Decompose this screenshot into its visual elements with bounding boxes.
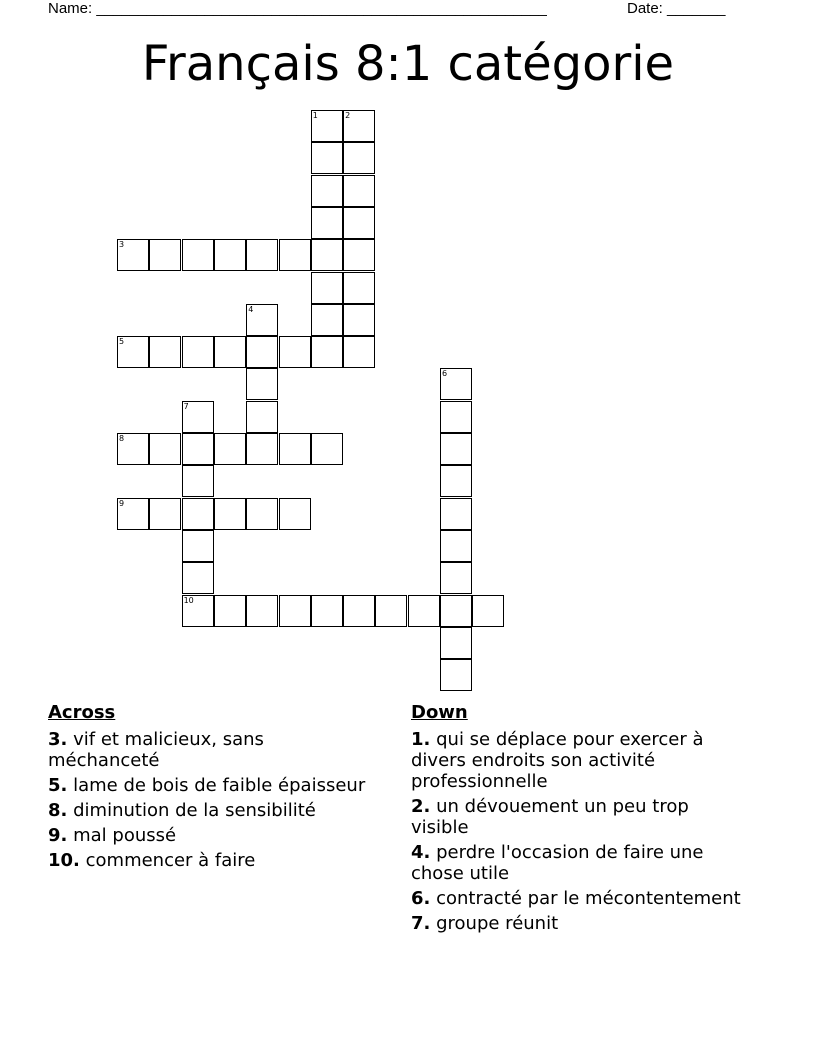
- clue-number: 4.: [411, 842, 431, 863]
- grid-cell[interactable]: [311, 433, 343, 465]
- grid-cell[interactable]: [311, 207, 343, 239]
- grid-cell[interactable]: [343, 110, 375, 142]
- clue-text: un dévouement un peu trop visible: [411, 796, 689, 838]
- grid-cell[interactable]: [149, 433, 181, 465]
- grid-cell[interactable]: [182, 401, 214, 433]
- cell-number: 10: [183, 595, 194, 605]
- clue-number: 10.: [48, 850, 80, 871]
- grid-cell[interactable]: [343, 272, 375, 304]
- clue-text: qui se déplace pour exercer à divers endroits son activité professionnelle: [411, 729, 704, 792]
- grid-cell[interactable]: [279, 498, 311, 530]
- grid-cell[interactable]: [246, 433, 278, 465]
- clue-text: vif et malicieux, sans méchanceté: [48, 729, 264, 771]
- grid-cell[interactable]: [440, 627, 472, 659]
- clue-down-2: [411, 796, 751, 838]
- clue-down-1: [411, 729, 751, 792]
- clue-across-8: [48, 800, 368, 821]
- grid-cell[interactable]: [246, 239, 278, 271]
- grid-cell[interactable]: [440, 433, 472, 465]
- clue-number: 9.: [48, 825, 68, 846]
- cell-number: 7: [183, 401, 189, 411]
- grid-cell[interactable]: [117, 239, 149, 271]
- clue-down-4: [411, 842, 751, 884]
- grid-cell[interactable]: [182, 498, 214, 530]
- grid-cell[interactable]: [182, 530, 214, 562]
- clue-down-6: [411, 888, 751, 909]
- grid-cell[interactable]: [279, 336, 311, 368]
- clue-number: 3.: [48, 729, 68, 750]
- grid-cell[interactable]: [311, 142, 343, 174]
- grid-cell[interactable]: [279, 239, 311, 271]
- page-title: Français 8:1 catégorie: [141, 36, 675, 92]
- grid-cell[interactable]: [311, 272, 343, 304]
- grid-cell[interactable]: [182, 465, 214, 497]
- grid-cell[interactable]: [343, 175, 375, 207]
- grid-cell[interactable]: [311, 175, 343, 207]
- cell-number: 5: [119, 337, 125, 347]
- grid-cell[interactable]: [182, 239, 214, 271]
- across-heading: Across: [48, 702, 116, 723]
- clue-text: contracté par le mécontentement: [436, 888, 741, 909]
- grid-cell[interactable]: [343, 207, 375, 239]
- clue-text: perdre l'occasion de faire une chose utile: [411, 842, 704, 884]
- clue-text: diminution de la sensibilité: [73, 800, 316, 821]
- grid-cell[interactable]: [311, 239, 343, 271]
- grid-cell[interactable]: [117, 336, 149, 368]
- grid-cell[interactable]: [440, 562, 472, 594]
- clue-number: 5.: [48, 775, 68, 796]
- cell-number: 6: [442, 369, 448, 379]
- date-field-label[interactable]: Date: _______: [627, 0, 726, 17]
- clue-number: 6.: [411, 888, 431, 909]
- grid-cell[interactable]: [182, 562, 214, 594]
- grid-cell[interactable]: [182, 336, 214, 368]
- grid-cell[interactable]: [440, 530, 472, 562]
- down-heading: Down: [411, 702, 468, 723]
- name-field-label[interactable]: Name: ______________________________________________________: [48, 0, 547, 17]
- across-clues: [48, 702, 368, 875]
- grid-cell[interactable]: [311, 304, 343, 336]
- cell-number: 8: [119, 434, 125, 443]
- clue-text: lame de bois de faible épaisseur: [73, 775, 366, 796]
- grid-cell[interactable]: [246, 304, 278, 336]
- clue-across-5: [48, 775, 368, 796]
- clue-number: 2.: [411, 796, 431, 817]
- grid-cell[interactable]: [149, 239, 181, 271]
- grid-cell[interactable]: [343, 304, 375, 336]
- grid-cell[interactable]: [311, 110, 343, 142]
- grid-cell[interactable]: [472, 595, 504, 627]
- clue-text: groupe réunit: [436, 913, 559, 934]
- cell-number: 4: [248, 304, 254, 314]
- grid-cell[interactable]: [149, 498, 181, 530]
- grid-cell[interactable]: [343, 336, 375, 368]
- grid-cell[interactable]: [182, 595, 214, 627]
- grid-cell[interactable]: [246, 498, 278, 530]
- grid-cell[interactable]: [214, 239, 246, 271]
- grid-cell[interactable]: [117, 498, 149, 530]
- grid-cell[interactable]: [279, 433, 311, 465]
- grid-cell[interactable]: [375, 595, 407, 627]
- grid-cell[interactable]: [343, 142, 375, 174]
- grid-cell[interactable]: [311, 595, 343, 627]
- clue-number: 7.: [411, 913, 431, 934]
- grid-cell[interactable]: [149, 336, 181, 368]
- grid-cell[interactable]: [214, 433, 246, 465]
- cell-number: 2: [345, 111, 351, 120]
- grid-cell[interactable]: [214, 595, 246, 627]
- grid-cell[interactable]: [214, 336, 246, 368]
- grid-cell[interactable]: [246, 368, 278, 400]
- grid-cell[interactable]: [279, 595, 311, 627]
- grid-cell[interactable]: [440, 659, 472, 691]
- grid-cell[interactable]: [214, 498, 246, 530]
- clue-text: mal poussé: [73, 825, 177, 846]
- grid-cell[interactable]: [311, 336, 343, 368]
- grid-cell[interactable]: [440, 595, 472, 627]
- clue-across-3: [48, 729, 368, 771]
- clue-number: 1.: [411, 729, 431, 750]
- clue-across-10: [48, 850, 368, 871]
- grid-cell[interactable]: [182, 433, 214, 465]
- grid-cell[interactable]: [246, 336, 278, 368]
- grid-cell[interactable]: [246, 595, 278, 627]
- grid-cell[interactable]: [440, 401, 472, 433]
- cell-number: 1: [312, 111, 318, 120]
- cell-number: 3: [119, 240, 125, 250]
- grid-cell[interactable]: [343, 239, 375, 271]
- grid-cell[interactable]: [440, 465, 472, 497]
- grid-cell[interactable]: [117, 433, 149, 465]
- down-clues: [411, 702, 751, 938]
- grid-cell[interactable]: [343, 595, 375, 627]
- grid-cell[interactable]: [440, 368, 472, 400]
- grid-cell[interactable]: [246, 401, 278, 433]
- clue-across-9: [48, 825, 368, 846]
- cell-number: 9: [119, 498, 125, 508]
- clue-text: commencer à faire: [85, 850, 256, 871]
- clue-number: 8.: [48, 800, 68, 821]
- clue-down-7: [411, 913, 751, 934]
- grid-cell[interactable]: [408, 595, 440, 627]
- grid-cell[interactable]: [440, 498, 472, 530]
